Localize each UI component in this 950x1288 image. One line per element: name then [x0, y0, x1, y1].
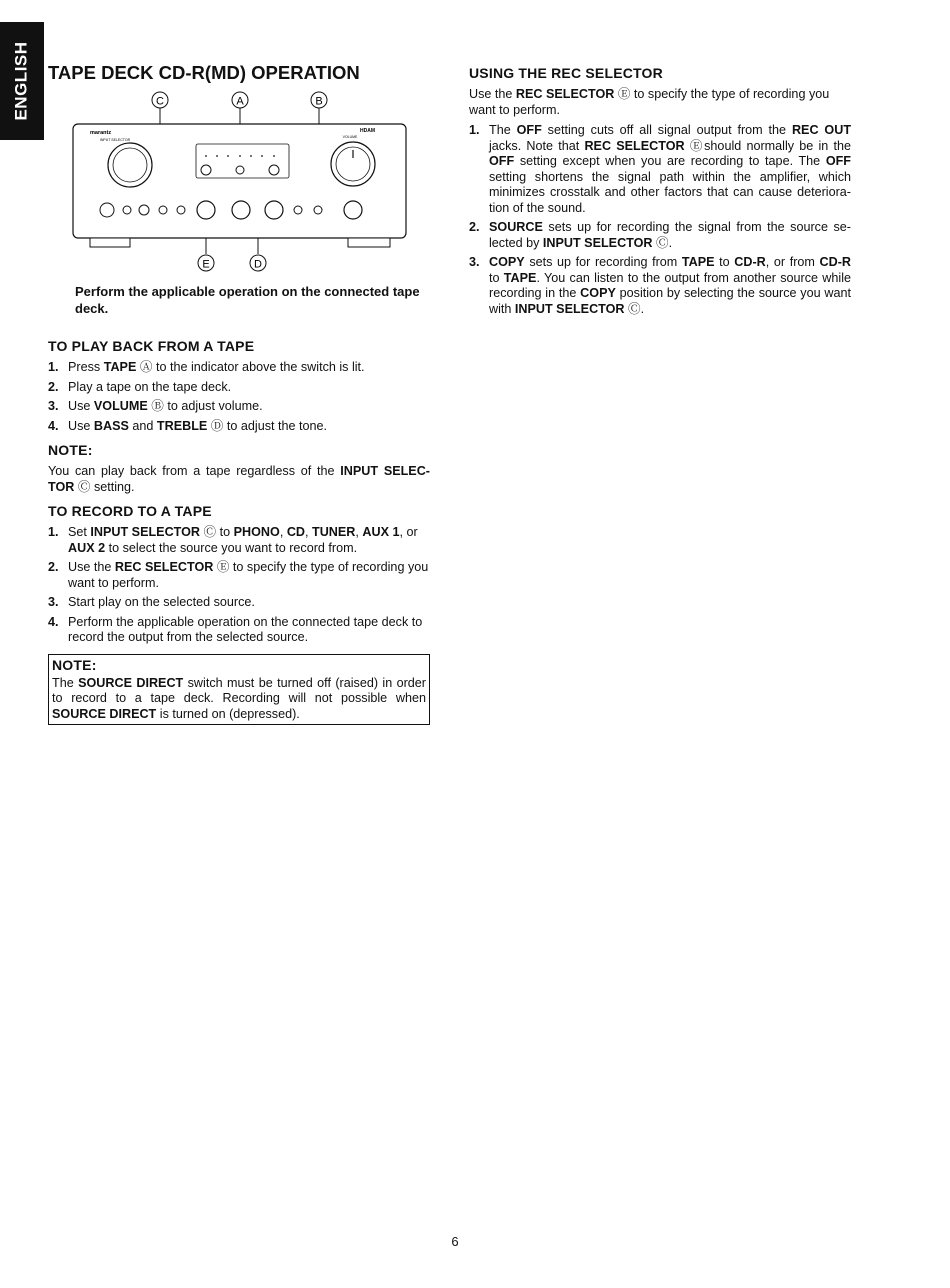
tape-button-icon — [201, 165, 211, 175]
playback-steps — [48, 360, 430, 434]
power-button-icon — [100, 203, 114, 217]
list-item: 1. Set INPUT SELECTOR Ⓒ to PHONO, CD, TUNER, AUX 1, or AUX 2 to select the source you want to record from. — [48, 525, 418, 555]
svg-text:C: C — [156, 95, 164, 108]
list-item: 1. Press TAPE Ⓐ to the indicator above the switch is lit. — [48, 360, 365, 374]
list-item: 3. Use VOLUME Ⓑ to adjust volume. — [48, 399, 263, 413]
right-column — [469, 65, 851, 321]
source-direct-button-icon — [314, 206, 322, 214]
list-item: 1. The OFF setting cuts off all signal output from the REC OUT jacks. Note that REC SELECTOR Ⓔshould normally be in the OFF setting except when you are recording to tape. The OFF setting shortens the signal path within the amplifier, which minimizes crosstalk and other factors that can cause deteriora-tion of the sound. — [469, 123, 852, 215]
svg-text:B: B — [315, 95, 323, 108]
note-text: You can play back from a tape regardless of the INPUT SELEC-TOR Ⓒ setting. — [48, 464, 430, 494]
input-selector-label: INPUT SELECTOR — [99, 138, 131, 142]
lead-instruction: Perform the applicable operation on the connected tape deck. — [75, 284, 420, 316]
record-heading: TO RECORD TO A TAPE — [48, 503, 212, 519]
svg-text:E: E — [202, 258, 210, 271]
phones-jack-icon — [123, 206, 131, 214]
callout-c — [152, 92, 168, 108]
amplifier-foot-right — [348, 238, 390, 247]
input-selector-knob-icon — [108, 143, 152, 187]
language-tab-label: ENGLISH — [12, 41, 31, 121]
svg-text:A: A — [236, 95, 244, 108]
rec-selector-intro: Use the REC SELECTOR Ⓔ to specify the type of recording you want to perform. — [469, 87, 830, 117]
callout-d — [250, 255, 266, 271]
speakers-a-button-icon — [159, 206, 167, 214]
language-tab — [0, 22, 44, 140]
mute-button-icon — [236, 166, 244, 174]
list-item: 2. SOURCE sets up for recording the signal from the source se-lected by INPUT SELECTOR Ⓒ. — [469, 220, 851, 250]
note-section — [48, 442, 430, 495]
list-item: 3. COPY sets up for recording from TAPE to CD-R, or from CD-R to TAPE. You can listen to the output from another source while recording in the COPY position by selecting the source you want with INPUT SELECTOR Ⓒ. — [469, 255, 851, 316]
amplifier-foot-left — [90, 238, 130, 247]
record-steps — [48, 525, 430, 646]
callout-a — [232, 92, 248, 108]
rec-selector-heading: USING THE REC SELECTOR — [469, 65, 663, 81]
hdam-badge: HDAM — [360, 128, 375, 134]
balance-knob-icon — [344, 201, 362, 219]
page-title: TAPE DECK CD-R(MD) OPERATION — [48, 62, 360, 83]
playback-section — [48, 338, 430, 434]
list-item: 4. Use BASS and TREBLE Ⓓ to adjust the tone. — [48, 418, 328, 433]
note-heading: NOTE: — [48, 442, 93, 458]
playback-heading: TO PLAY BACK FROM A TAPE — [48, 338, 255, 354]
loudness-button-icon — [294, 206, 302, 214]
cd-r-button-icon — [269, 165, 279, 175]
list-item: 2. Play a tape on the tape deck. — [48, 379, 232, 394]
rec-selector-knob-icon — [197, 201, 215, 219]
speakers-b-button-icon — [177, 206, 185, 214]
list-item: 2. Use the REC SELECTOR Ⓔ to specify the type of recording you want to perform. — [48, 560, 429, 590]
treble-knob-icon — [265, 201, 283, 219]
svg-text:D: D — [254, 258, 262, 271]
callout-b — [311, 92, 327, 108]
callout-e — [198, 255, 214, 271]
list-item: 4. Perform the applicable operation on the connected tape deck to record the output from the selected source. — [48, 614, 423, 644]
page-number: 6 — [451, 1234, 459, 1249]
volume-label: VOLUME — [342, 135, 358, 139]
bass-knob-icon — [232, 201, 250, 219]
note-box-heading: NOTE: — [52, 656, 97, 673]
left-column — [48, 338, 430, 725]
source-button-icon — [139, 205, 149, 215]
volume-knob-icon — [331, 142, 375, 186]
amplifier-front-panel-diagram — [60, 86, 420, 276]
list-item: 3. Start play on the selected source. — [48, 595, 255, 609]
record-section — [48, 503, 430, 646]
brand-logo: marantz — [90, 130, 112, 136]
rec-selector-steps — [469, 123, 851, 317]
source-direct-note-box — [48, 654, 430, 726]
note-box-text: The SOURCE DIRECT switch must be turned off (raised) in order to record to a tape deck. Recording will not possible when SOURCE DIRECT is turned on (depressed). — [52, 675, 427, 721]
